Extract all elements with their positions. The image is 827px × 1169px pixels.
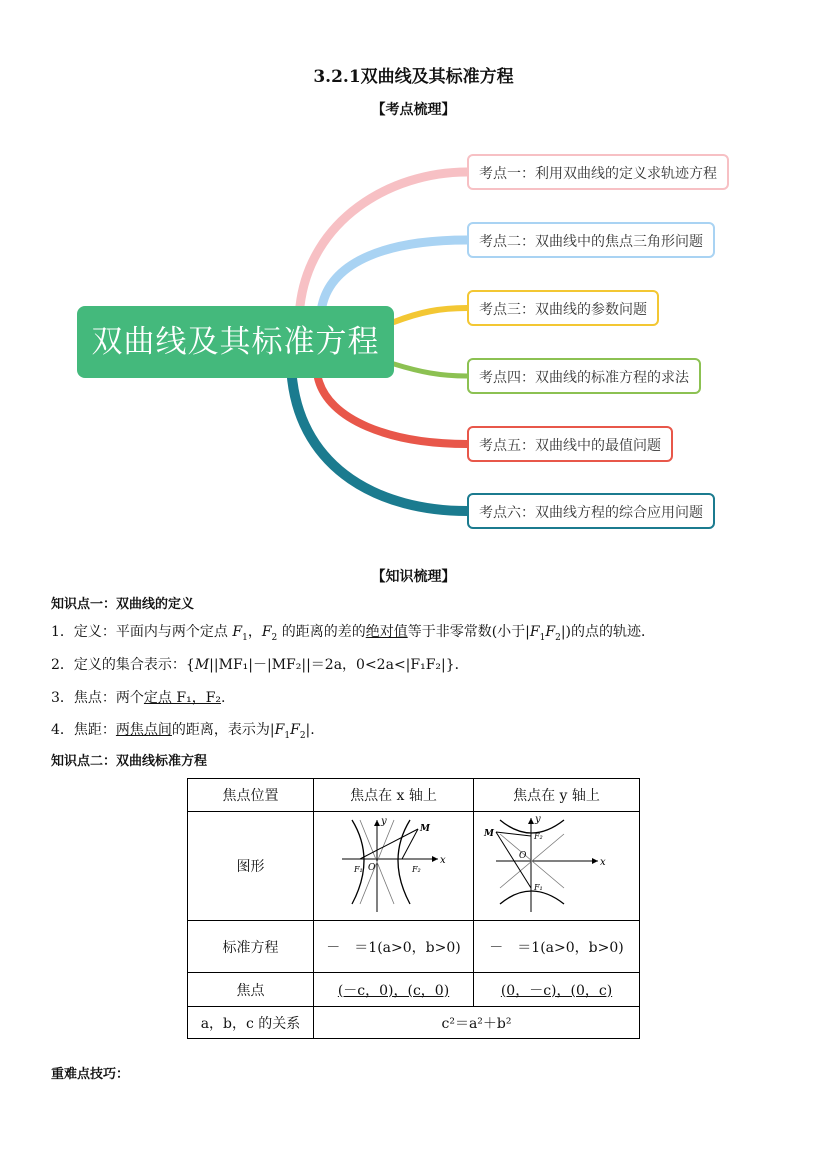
cell-r3c2: (0，－c)，(0，c)	[474, 973, 640, 1007]
l2-prefix: 2．定义的集合表示：{	[51, 657, 195, 673]
l1-underline: 绝对值	[365, 624, 408, 640]
topic-6: 考点六：双曲线方程的综合应用问题	[467, 493, 715, 529]
kp1-line-1: 1．定义：平面内与两个定点 $F_1$，$F_2$ 的距离的差的绝对值等于非零常数(小于$|F_1F_2|$)的点的轨迹．	[51, 624, 655, 643]
branch-3	[394, 308, 467, 322]
kp1-line-2	[51, 654, 469, 674]
cell-h0: 焦点位置	[188, 779, 314, 812]
table-row	[188, 973, 640, 1007]
graph-x-axis-cell	[314, 812, 474, 921]
graph1-o-label: O	[368, 863, 376, 873]
page-title: 3.2.1双曲线及其标准方程	[313, 67, 514, 87]
graph1-f1-label: F₁	[354, 865, 363, 874]
cell-r2c2: － ＝1(a>0，b>0)	[474, 921, 640, 973]
cell-h2: 焦点在 y 轴上	[474, 779, 640, 812]
kp1-line-3	[51, 687, 225, 707]
graph-hyperbola-y	[474, 812, 639, 916]
table-row	[188, 1007, 640, 1039]
graph1-x-label: x	[440, 855, 446, 866]
graph2-m-label: M	[484, 829, 494, 839]
l1-sep: ，	[247, 624, 262, 640]
branch-4	[394, 364, 467, 376]
graph1-y-label: y	[381, 816, 387, 827]
l1-end: |)的点的轨迹．	[560, 624, 655, 640]
topic-4: 考点四：双曲线的标准方程的求法	[467, 358, 701, 394]
graph-hyperbola-x	[314, 812, 473, 916]
l1-f1: F	[232, 624, 243, 640]
kp1-heading: 知识点一：双曲线的定义	[51, 597, 195, 612]
cell-h1: 焦点在 x 轴上	[314, 779, 474, 812]
kp2-heading: 知识点二：双曲线标准方程	[51, 754, 208, 769]
graph2-f1-label: F₁	[534, 883, 543, 892]
cell-r4: a，b，c 的关系	[188, 1007, 314, 1039]
cell-r1: 图形	[188, 812, 314, 921]
branch-2	[322, 240, 467, 306]
branch-5	[318, 378, 467, 444]
standard-equation-table	[187, 778, 640, 1039]
graph-y-axis-cell	[474, 812, 640, 921]
graph1-f2-label: F₂	[412, 865, 421, 874]
l4-end: |.	[305, 722, 315, 738]
l1-prefix: 1．定义：平面内与两个定点	[51, 624, 233, 640]
l4-prefix: 4．焦距：	[51, 722, 116, 738]
footer-heading: 重难点技巧：	[51, 1067, 130, 1082]
l3-underline: 定点 F₁，F₂	[143, 690, 222, 706]
topic-3: 考点三：双曲线的参数问题	[467, 290, 659, 326]
table-row	[188, 812, 640, 921]
l1-mid2: 等于非零常数(小于|	[407, 624, 530, 640]
topic-1: 考点一：利用双曲线的定义求轨迹方程	[467, 154, 729, 190]
topic-5: 考点五：双曲线中的最值问题	[467, 426, 673, 462]
kp1-line-4: 4．焦距：两焦点间的距离，表示为$|F_1F_2|$.	[51, 722, 315, 741]
cell-r4c: c²＝a²＋b²	[314, 1007, 640, 1039]
mindmap-central: 双曲线及其标准方程	[77, 306, 394, 378]
l3-end: .	[221, 690, 226, 706]
mindmap	[60, 140, 760, 540]
l3-prefix: 3．焦点：两个	[51, 690, 144, 706]
graph2-y-label: y	[535, 814, 541, 825]
cell-r2: 标准方程	[188, 921, 314, 973]
table-row	[188, 779, 640, 812]
l4-underline: 两焦点间	[115, 722, 172, 738]
graph2-f2-label: F₂	[534, 832, 543, 841]
section-kaodian: 【考点梳理】	[371, 102, 456, 118]
l4-mid: 的距离，表示为|	[171, 722, 275, 738]
topic-2: 考点二：双曲线中的焦点三角形问题	[467, 222, 715, 258]
l2-m: M	[194, 657, 210, 673]
section-zhishi: 【知识梳理】	[371, 569, 456, 585]
graph2-x-label: x	[600, 857, 606, 868]
cell-r3c1: (－c，0)，(c，0)	[314, 973, 474, 1007]
graph2-o-label: O	[519, 851, 527, 861]
table-row	[188, 921, 640, 973]
l1-mid: 的距离的差的	[277, 624, 366, 640]
l2-body: ||MF₁|－|MF₂||＝2a，0<2a<|F₁F₂|}．	[209, 657, 469, 673]
graph1-m-label: M	[420, 824, 430, 834]
cell-r3: 焦点	[188, 973, 314, 1007]
cell-r2c1: － ＝1(a>0，b>0)	[314, 921, 474, 973]
